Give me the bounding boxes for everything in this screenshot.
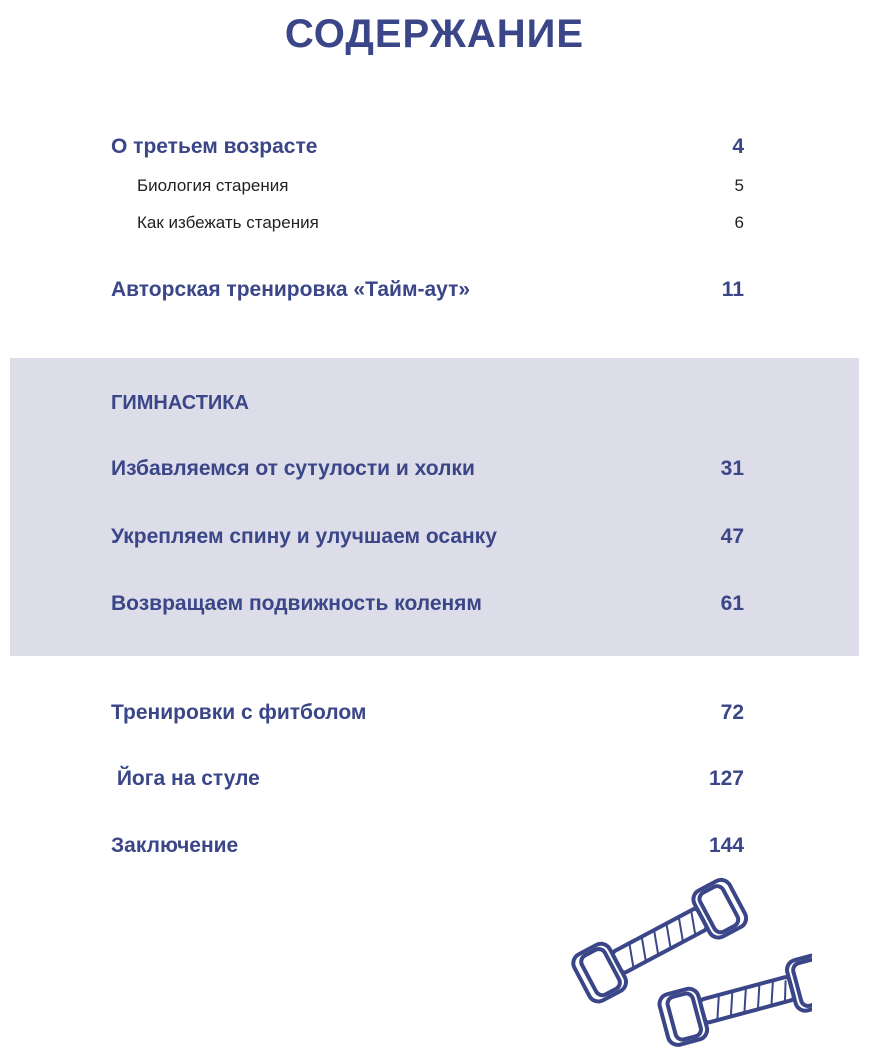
toc-entry-page: 47 <box>720 525 744 548</box>
gymnastics-heading: ГИМНАСТИКА <box>111 392 249 414</box>
toc-entry-label: О третьем возрасте <box>111 135 318 158</box>
toc-entry-label: Йога на стуле <box>111 767 260 790</box>
toc-entry-knees[interactable] <box>111 592 744 616</box>
toc-entry-page: 61 <box>720 592 744 615</box>
toc-entry-page: 31 <box>720 457 744 480</box>
toc-subentry-avoid-aging[interactable] <box>137 213 744 233</box>
toc-entry-page: 11 <box>721 278 744 301</box>
toc-subentry-biology[interactable] <box>137 176 744 196</box>
toc-entry-label: Авторская тренировка «Тайм-аут» <box>111 278 471 301</box>
toc-entry-page: 72 <box>720 701 744 724</box>
toc-entry-label: Заключение <box>111 834 239 857</box>
dumbbells-icon <box>552 872 812 1047</box>
toc-entry-label: Как избежать старения <box>137 213 319 232</box>
toc-entry-stoop[interactable] <box>111 457 744 481</box>
toc-entry-page: 6 <box>734 213 744 232</box>
toc-entry-label: Тренировки с фитболом <box>111 701 367 724</box>
toc-entry-time-out[interactable] <box>111 278 744 302</box>
toc-entry-page: 5 <box>734 176 744 195</box>
toc-entry-label: Возвращаем подвижность коленям <box>111 592 482 615</box>
toc-entry-page: 144 <box>708 834 744 857</box>
toc-entry-third-age[interactable] <box>111 135 744 159</box>
toc-entry-label: Биология старения <box>137 176 289 195</box>
toc-entry-page: 4 <box>732 135 744 158</box>
toc-entry-label: Укрепляем спину и улучшаем осанку <box>111 525 497 548</box>
toc-entry-chair-yoga[interactable] <box>111 767 744 791</box>
toc-entry-fitball[interactable] <box>111 701 744 725</box>
page-title: СОДЕРЖАНИЕ <box>284 12 585 56</box>
toc-entry-back[interactable] <box>111 525 744 549</box>
toc-entry-conclusion[interactable] <box>111 834 744 858</box>
toc-entry-label: Избавляемся от сутулости и холки <box>111 457 475 480</box>
toc-entry-page: 127 <box>708 767 744 790</box>
